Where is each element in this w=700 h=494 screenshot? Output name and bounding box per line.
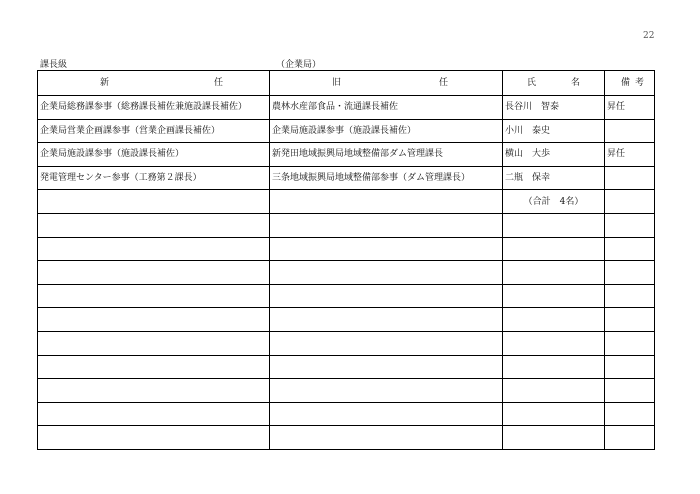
empty-cell <box>503 308 605 332</box>
empty-cell <box>270 379 503 403</box>
empty-cell <box>270 308 503 332</box>
empty-cell <box>605 426 655 450</box>
empty-row <box>38 426 655 450</box>
empty-cell <box>38 190 270 214</box>
note-cell <box>605 119 655 143</box>
empty-cell <box>605 308 655 332</box>
empty-cell <box>503 284 605 308</box>
grade-label: 課長級 <box>40 60 68 70</box>
empty-cell <box>270 213 503 237</box>
empty-cell <box>503 379 605 403</box>
header-old-post: 旧 任 <box>270 71 503 96</box>
empty-cell <box>270 426 503 450</box>
name-cell: 長谷川 智泰 <box>503 96 605 120</box>
empty-cell <box>270 237 503 261</box>
empty-row <box>38 284 655 308</box>
empty-cell <box>270 331 503 355</box>
old-post-cell: 企業局施設課参事（施設課長補佐） <box>270 119 503 143</box>
empty-cell <box>270 261 503 285</box>
empty-cell <box>503 237 605 261</box>
empty-cell <box>605 355 655 379</box>
empty-cell <box>38 331 270 355</box>
empty-cell <box>605 213 655 237</box>
table-row <box>38 119 655 143</box>
empty-cell <box>605 284 655 308</box>
empty-cell <box>503 261 605 285</box>
empty-row <box>38 308 655 332</box>
empty-cell <box>503 426 605 450</box>
empty-cell <box>270 190 503 214</box>
header-row <box>38 71 655 96</box>
page-number: 22 <box>643 31 655 41</box>
total-row <box>38 190 655 214</box>
empty-cell <box>38 426 270 450</box>
department-label: （企業局） <box>276 60 322 70</box>
table-row <box>38 166 655 190</box>
empty-cell <box>38 379 270 403</box>
header-name: 氏 名 <box>503 71 605 96</box>
empty-cell <box>605 237 655 261</box>
header-note: 備 考 <box>605 71 655 96</box>
empty-cell <box>38 308 270 332</box>
name-cell: 小川 泰史 <box>503 119 605 143</box>
empty-cell <box>503 402 605 426</box>
empty-cell <box>38 355 270 379</box>
empty-cell <box>503 213 605 237</box>
old-post-cell: 三条地域振興局地域整備部参事（ダム管理課長） <box>270 166 503 190</box>
empty-cell <box>270 355 503 379</box>
empty-row <box>38 379 655 403</box>
name-cell: 横山 大歩 <box>503 143 605 167</box>
old-post-cell: 農林水産部食品・流通課長補佐 <box>270 96 503 120</box>
note-cell: 昇任 <box>605 143 655 167</box>
empty-cell <box>605 190 655 214</box>
empty-row <box>38 213 655 237</box>
empty-cell <box>503 355 605 379</box>
note-cell: 昇任 <box>605 96 655 120</box>
empty-cell <box>605 261 655 285</box>
table-row <box>38 143 655 167</box>
empty-cell <box>605 379 655 403</box>
total-count: （合計 4名） <box>503 190 605 214</box>
empty-cell <box>38 402 270 426</box>
empty-cell <box>270 284 503 308</box>
personnel-table <box>37 70 655 450</box>
empty-rows <box>38 213 655 449</box>
note-cell <box>605 166 655 190</box>
new-post-cell: 企業局総務課参事（総務課長補佐兼施設課長補佐） <box>38 96 270 120</box>
empty-row <box>38 237 655 261</box>
empty-cell <box>270 402 503 426</box>
empty-cell <box>503 331 605 355</box>
name-cell: 二瓶 保幸 <box>503 166 605 190</box>
empty-cell <box>38 213 270 237</box>
table-row <box>38 96 655 120</box>
empty-cell <box>38 261 270 285</box>
new-post-cell: 企業局施設課参事（施設課長補佐） <box>38 143 270 167</box>
empty-cell <box>38 284 270 308</box>
new-post-cell: 企業局営業企画課参事（営業企画課長補佐） <box>38 119 270 143</box>
new-post-cell: 発電管理センター参事（工務第２課長） <box>38 166 270 190</box>
empty-row <box>38 402 655 426</box>
old-post-cell: 新発田地域振興局地域整備部ダム管理課長 <box>270 143 503 167</box>
empty-cell <box>605 402 655 426</box>
empty-row <box>38 261 655 285</box>
empty-row <box>38 331 655 355</box>
header-new-post: 新 任 <box>38 71 270 96</box>
empty-cell <box>605 331 655 355</box>
empty-row <box>38 355 655 379</box>
empty-cell <box>38 237 270 261</box>
